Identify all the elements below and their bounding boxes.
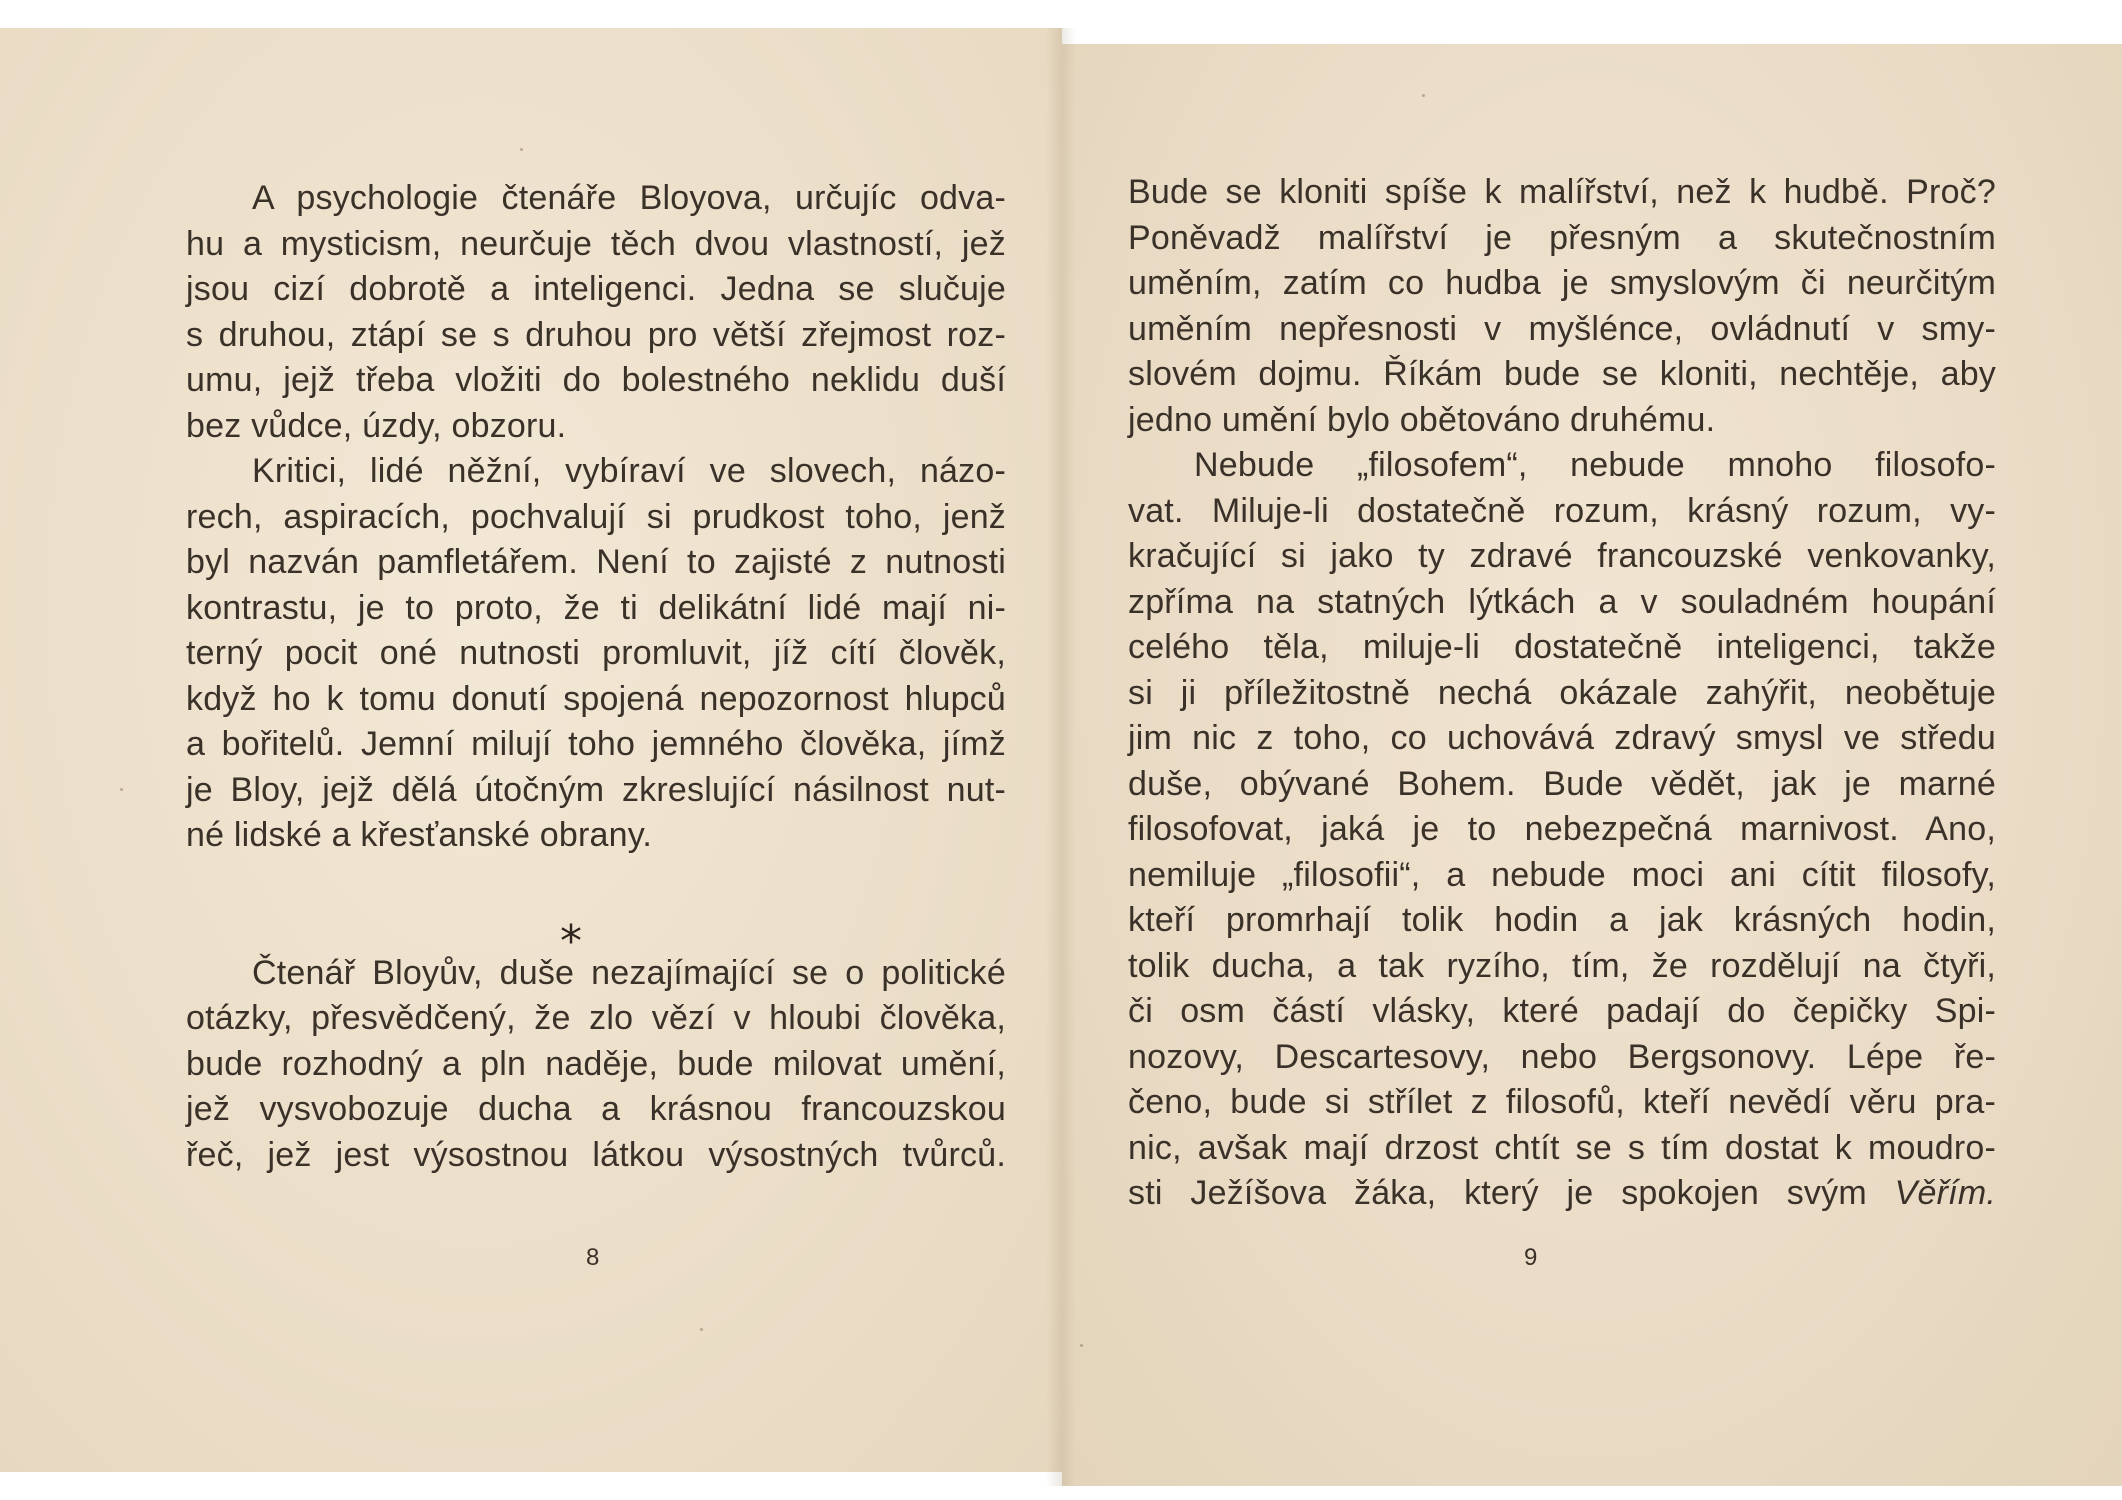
text-line: né lidské a křesťanské obrany. (186, 816, 653, 854)
text-line: uměním, zatím co hudba je smyslovým či neurčitým (1128, 264, 1996, 302)
text-line: je Bloy, jejž dělá útočným zkreslující násilnost nut- (186, 770, 1006, 809)
section-gap (186, 859, 1006, 951)
text-line: nic, avšak mají drzost chtít se s tím dostat k moudro- (1128, 1128, 1996, 1167)
text-line: byl nazván pamfletářem. Není to zajisté z nutnosti (186, 543, 1006, 581)
page-number-left: 8 (586, 1244, 600, 1271)
text-line: bez vůdce, úzdy, obzoru. (186, 406, 567, 445)
text-line: když ho k tomu donutí spojená nepozornost hlupců (186, 679, 1006, 718)
paper-speck (1080, 1344, 1083, 1347)
text-line: jsou cizí dobrotě a inteligenci. Jedna se slučuje (186, 270, 1006, 308)
text-line: zpříma na statných lýtkách a v souladném houpání (1128, 582, 1996, 621)
text-line: kračující si jako ty zdravé francouzské venkovanky, (1128, 537, 1996, 575)
text-line: slovém dojmu. Říkám bude se kloniti, nechtěje, aby (1128, 355, 1996, 393)
text-line: s druhou, ztápí se s druhou pro větší zřejmost roz- (186, 315, 1006, 354)
text-line: si ji příležitostně nechá okázale zahýřit, neobětuje (1128, 673, 1996, 712)
paper-speck (1422, 94, 1425, 97)
page-number-right: 9 (1524, 1244, 1538, 1271)
text-line: Nebude „filosofem“, nebude mnoho filosofo- (1194, 446, 1996, 484)
left-paragraph-1 (186, 176, 1006, 449)
text-line: nemiluje „filosofii“, a nebude moci ani cítit filosofy, (1128, 855, 1996, 894)
text-line: nozovy, Descartesovy, nebo Bergsonovy. Lépe ře- (1128, 1037, 1996, 1076)
text-line: jež vysvobozuje ducha a krásnou francouzskou (186, 1090, 1006, 1128)
text-line: umu, jejž třeba vložiti do bolestného neklidu duší (186, 361, 1006, 399)
text-line: a bořitelů. Jemní milují toho jemného člověka, jímž (186, 725, 1006, 763)
text-line: jim nic z toho, co uchovává zdravý smysl ve středu (1128, 719, 1996, 757)
text-line: Poněvadž malířství je přesným a skutečnostním (1128, 218, 1996, 257)
text-line: otázky, přesvědčený, že zlo vězí v hloubi člověka, (186, 999, 1006, 1037)
text-line: Bude se kloniti spíše k malířství, než k hudbě. Proč? (1128, 173, 1996, 211)
text-line: Kritici, lidé něžní, vybíraví ve slovech, názo- (252, 452, 1006, 490)
paper-speck (700, 1328, 703, 1331)
text-line: rech, aspiracích, pochvalují si prudkost toho, jenž (186, 497, 1006, 536)
final-line-text: sti Ježíšova žáka, který je spokojen svým (1128, 1174, 1895, 1212)
left-page (0, 28, 1062, 1472)
text-line: čeno, bude si střílet z filosofů, kteří nevědí věru pra- (1128, 1083, 1996, 1121)
right-paragraph-2 (1128, 443, 1996, 1217)
text-line: hu a mysticism, neurčuje těch dvou vlastností, jež (186, 224, 1006, 263)
text-line: řeč, jež jest výsostnou látkou výsostných tvůrců. (186, 1135, 1006, 1174)
text-line: kontrastu, je to proto, že ti delikátní lidé mají ni- (186, 588, 1006, 627)
text-line: tolik ducha, a tak ryzího, tím, že rozdělují na čtyři, (1128, 946, 1996, 985)
final-line-emphasis: Věřím. (1894, 1174, 1996, 1212)
text-line: kteří promrhají tolik hodin a jak krásných hodin, (1128, 901, 1996, 939)
text-line: jedno umění bylo obětováno druhému. (1128, 400, 1716, 439)
text-line: uměním nepřesnosti v myšlénce, ovládnutí v smy- (1128, 309, 1996, 348)
left-paragraph-3 (186, 951, 1006, 1179)
text-line: terný pocit oné nutnosti promluvit, jíž cítí člověk, (186, 634, 1006, 672)
text-line: filosofovat, jaká je to nebezpečná marnivost. Ano, (1128, 810, 1996, 848)
text-line: duše, obývané Bohem. Bude vědět, jak je marné (1128, 764, 1996, 803)
text-line: A psychologie čtenáře Bloyova, určujíc odva- (252, 179, 1006, 217)
paper-speck (520, 148, 523, 151)
left-page-text (186, 176, 1006, 1178)
right-paragraph-1 (1128, 170, 1996, 443)
right-page-text (1128, 170, 1996, 1217)
text-line: bude rozhodný a pln naděje, bude milovat umění, (186, 1044, 1006, 1083)
text-line-final (1128, 1171, 1996, 1217)
left-paragraph-2 (186, 449, 1006, 859)
text-line: či osm částí vlásky, které padají do čepičky Spi- (1128, 992, 1996, 1030)
section-separator-asterisk: * (560, 916, 582, 967)
text-line: celého těla, miluje-li dostatečně inteligenci, takže (1128, 628, 1996, 666)
text-line: vat. Miluje-li dostatečně rozum, krásný rozum, vy- (1128, 491, 1996, 530)
paper-speck (120, 788, 123, 791)
text-line: Čtenář Bloyův, duše nezajímající se o politické (252, 953, 1006, 992)
right-page (1062, 44, 2122, 1486)
